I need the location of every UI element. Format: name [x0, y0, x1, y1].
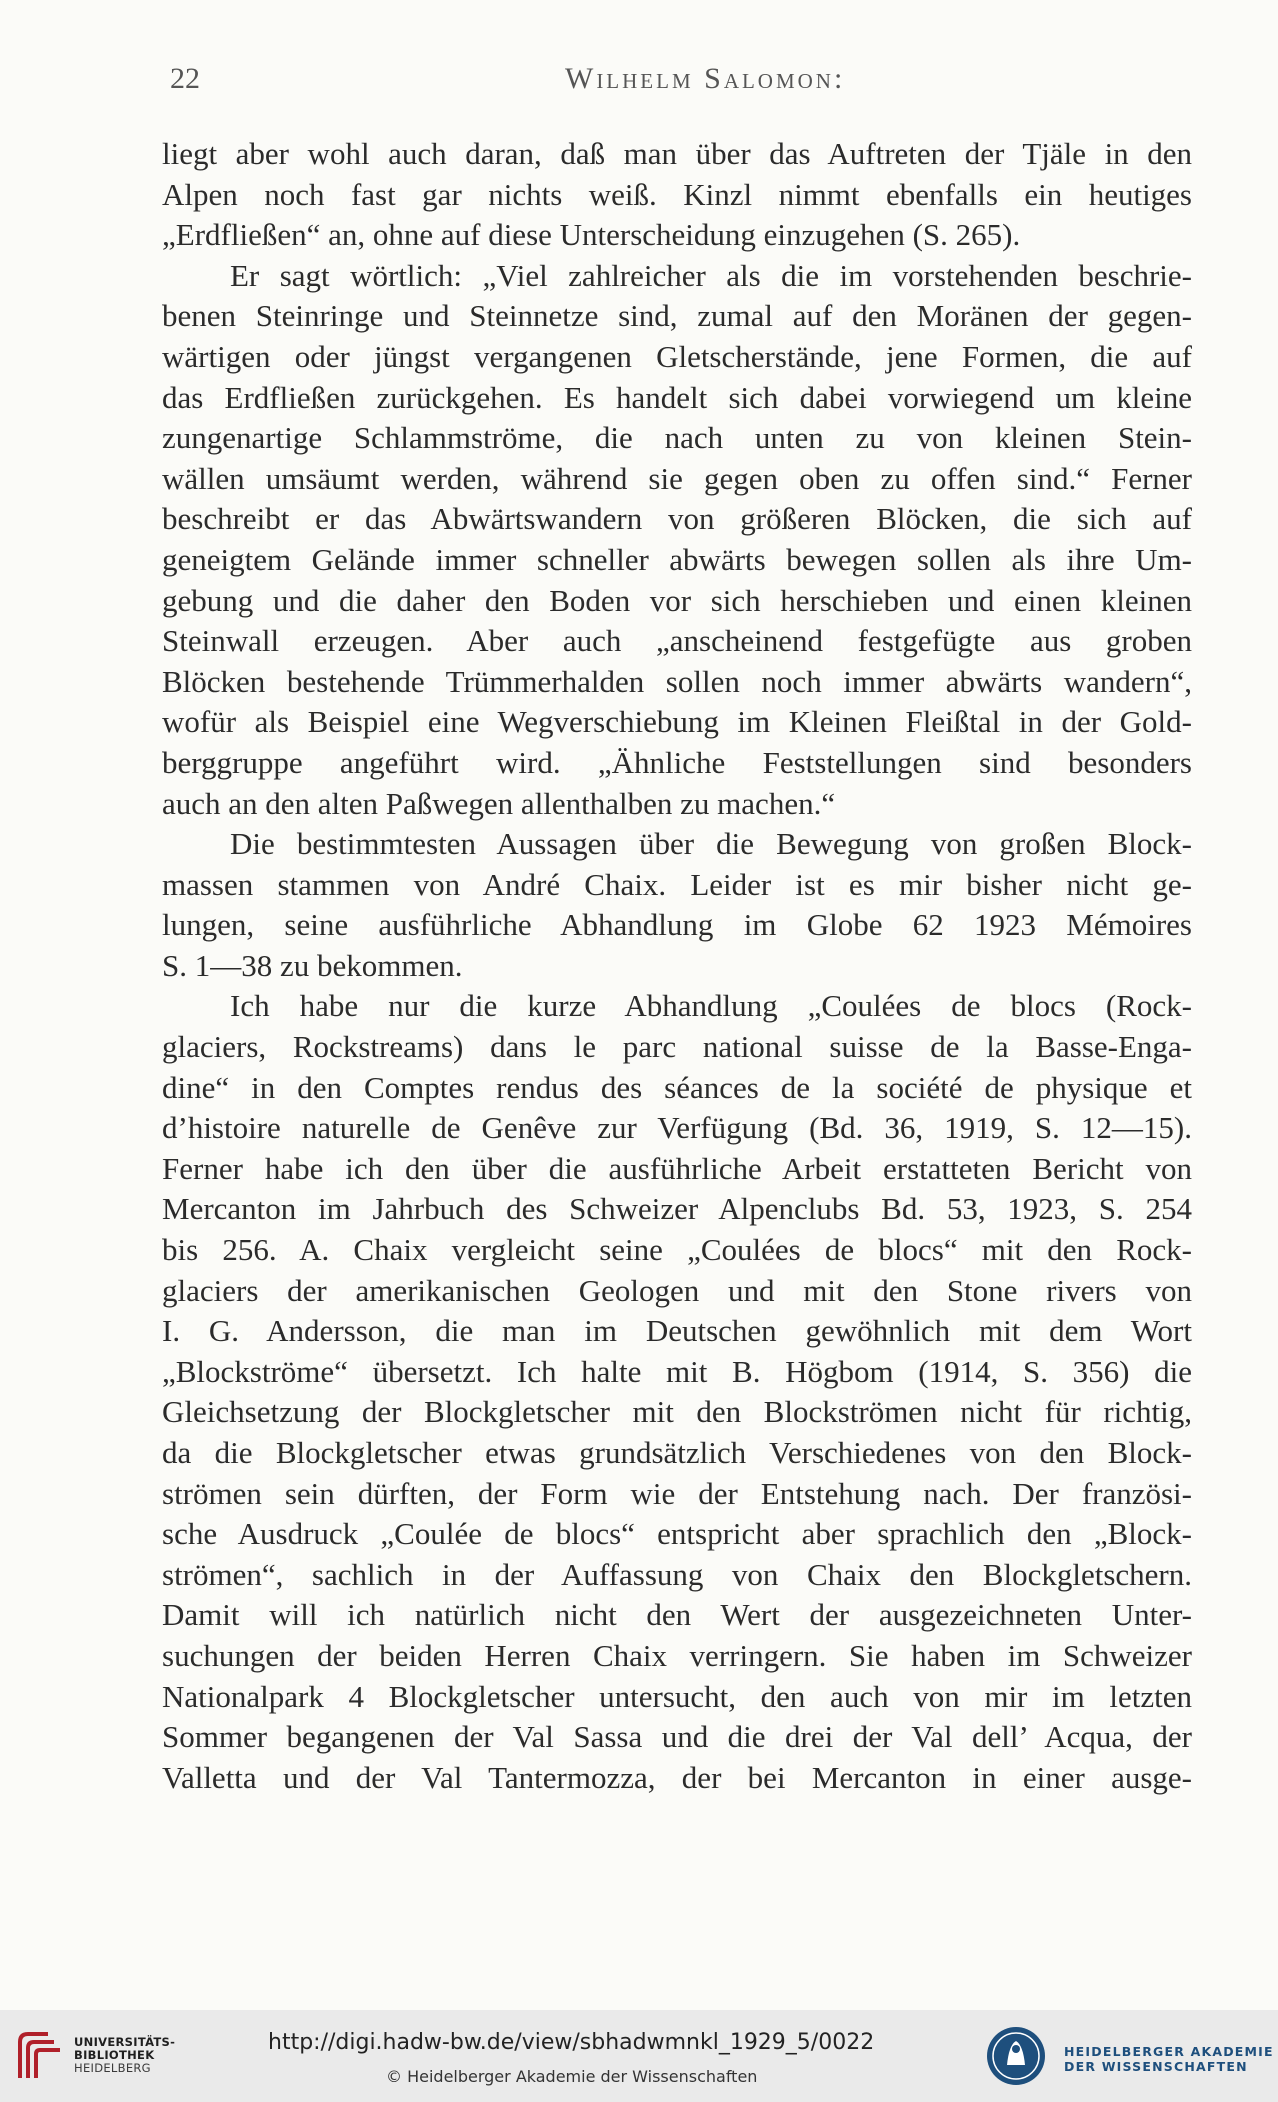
- running-title: Wilhelm Salomon:: [565, 62, 846, 95]
- text-line: Alpen noch fast gar nichts weiß. Kinzl nimmt ebenfalls ein heutiges: [162, 176, 1192, 212]
- text-line: Damit will ich natürlich nicht den Wert der ausgezeichneten Unter-: [162, 1597, 1192, 1633]
- text-line: suchungen der beiden Herren Chaix verringern. Sie haben im Schweizer: [162, 1637, 1192, 1673]
- text-line: „Blockströme“ übersetzt. Ich halte mit B. Högbom (1914, S. 356) die: [162, 1353, 1192, 1389]
- text-line: zungenartige Schlammströme, die nach unten zu von kleinen Stein-: [162, 420, 1192, 456]
- university-library-logo-icon: [14, 2028, 66, 2084]
- text-line: beschreibt er das Abwärtswandern von größeren Blöcken, die sich auf: [162, 501, 1192, 537]
- academy-name: [1064, 2044, 1274, 2074]
- text-line: bis 256. A. Chaix vergleicht seine „Coulées de blocs“ mit den Rock-: [162, 1232, 1192, 1268]
- text-line: Er sagt wörtlich: „Viel zahlreicher als die im vorstehenden beschrie-: [230, 257, 1192, 293]
- text-line: Gleichsetzung der Blockgletscher mit den Blockströmen nicht für richtig,: [162, 1394, 1192, 1430]
- text-line: sche Ausdruck „Coulée de blocs“ entspricht aber sprachlich den „Block-: [162, 1516, 1192, 1552]
- academy-name-line1: HEIDELBERGER AKADEMIE: [1064, 2044, 1274, 2059]
- text-line: strömen“, sachlich in der Auffassung von Chaix den Blockgletschern.: [162, 1556, 1192, 1592]
- text-line: wofür als Beispiel eine Wegverschiebung im Kleinen Fleißtal in der Gold-: [162, 704, 1192, 740]
- text-line: Mercanton im Jahrbuch des Schweizer Alpenclubs Bd. 53, 1923, S. 254: [162, 1191, 1192, 1227]
- copyright-notice: © Heidelberger Akademie der Wissenschaften: [386, 2067, 758, 2086]
- text-line: S. 1—38 zu bekommen.: [162, 947, 463, 983]
- text-line: gebung und die daher den Boden vor sich herschieben und einen kleinen: [162, 582, 1192, 618]
- text-line: berggruppe angeführt wird. „Ähnliche Feststellungen sind besonders: [162, 744, 1192, 780]
- text-line: wärtigen oder jüngst vergangenen Gletscherstände, jene Formen, die auf: [162, 338, 1192, 374]
- running-head: [170, 62, 1190, 102]
- academy-seal-icon: [985, 2025, 1047, 2087]
- university-library-name: [74, 2036, 175, 2075]
- text-line: auch an den alten Paßwegen allenthalben zu machen.“: [162, 785, 836, 821]
- text-line: Blöcken bestehende Trümmerhalden sollen noch immer abwärts wandern“,: [162, 663, 1192, 699]
- footer-bar: [0, 2010, 1278, 2102]
- page-number: 22: [170, 62, 200, 95]
- text-line: benen Steinringe und Steinnetze sind, zumal auf den Moränen der gegen-: [162, 298, 1192, 334]
- text-line: liegt aber wohl auch daran, daß man über das Auftreten der Tjäle in den: [162, 136, 1192, 171]
- text-line: da die Blockgletscher etwas grundsätzlich Verschiedenes von den Block-: [162, 1435, 1192, 1470]
- text-line: Die bestimmtesten Aussagen über die Bewegung von großen Block-: [230, 826, 1192, 862]
- text-line: Steinwall erzeugen. Aber auch „anscheinend festgefügte aus groben: [162, 623, 1192, 659]
- library-name-line1: UNIVERSITÄTS-: [74, 2035, 176, 2049]
- library-city: HEIDELBERG: [74, 2061, 151, 2075]
- text-line: I. G. Andersson, die man im Deutschen gewöhnlich mit dem Wort: [162, 1313, 1192, 1349]
- library-name-line2: BIBLIOTHEK: [74, 2048, 155, 2062]
- text-line: massen stammen von André Chaix. Leider ist es mir bisher nicht ge-: [162, 866, 1192, 902]
- text-line: glaciers, Rockstreams) dans le parc national suisse de la Basse-Enga-: [162, 1029, 1192, 1065]
- text-line: Nationalpark 4 Blockgletscher untersucht, den auch von mir im letzten: [162, 1678, 1192, 1714]
- text-line: d’histoire naturelle de Genêve zur Verfügung (Bd. 36, 1919, S. 12—15).: [162, 1110, 1192, 1146]
- text-line: lungen, seine ausführliche Abhandlung im Globe 62 1923 Mémoires: [162, 907, 1192, 943]
- permalink-url[interactable]: http://digi.hadw-bw.de/view/sbhadwmnkl_1929_5/0022: [268, 2030, 875, 2055]
- academy-name-line2: DER WISSENSCHAFTEN: [1064, 2059, 1248, 2074]
- text-line: Valletta und der Val Tantermozza, der bei Mercanton in einer ausge-: [162, 1759, 1192, 1795]
- text-line: Ich habe nur die kurze Abhandlung „Coulées de blocs (Rock-: [230, 988, 1192, 1024]
- text-line: Sommer begangenen der Val Sassa und die drei der Val dell’ Acqua, der: [162, 1719, 1192, 1755]
- text-line: „Erdfließen“ an, ohne auf diese Unterscheidung einzugehen (S. 265).: [162, 217, 1021, 253]
- text-line: dine“ in den Comptes rendus des séances de la société de physique et: [162, 1069, 1192, 1105]
- text-line: wällen umsäumt werden, während sie gegen oben zu offen sind.“ Ferner: [162, 460, 1192, 496]
- text-line: strömen sein dürften, der Form wie der Entstehung nach. Der französi-: [162, 1475, 1192, 1511]
- text-line: glaciers der amerikanischen Geologen und mit den Stone rivers von: [162, 1272, 1192, 1308]
- body-text: [162, 134, 1192, 1798]
- text-line: geneigtem Gelände immer schneller abwärts bewegen sollen als ihre Um-: [162, 541, 1192, 577]
- text-line: Ferner habe ich den über die ausführliche Arbeit erstatteten Bericht von: [162, 1150, 1192, 1186]
- text-line: das Erdfließen zurückgehen. Es handelt sich dabei vorwiegend um kleine: [162, 379, 1192, 415]
